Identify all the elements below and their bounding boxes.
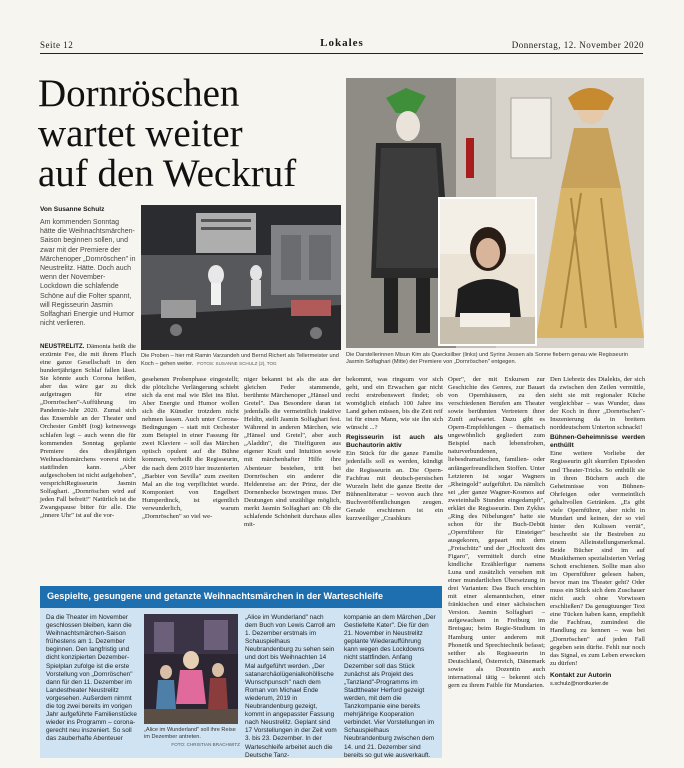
column-1-text: Dämonia heißt die erzürnte Fee, die mit ihrem Fluch eine ganze Gesellschaft in den hundertjährigen Schlaf fallen lässt. Sie könnte auch Corona heißen, aber das wäre gar zu dick aufgetragen für eine „Dornröschen"-Aufführung im Pandemie-Jahr 2020. Zumal sich das Ensemble an der Theater und Orchester GmbH (tog) keineswegs schlafen legt – auch wenn die für kommenden Sonntag geplante Premiere des diesjährigen Weihnachtsmärchens vorerst nicht stattfinden kann. „Aber aufgeschoben ist nicht aufgehoben", versprichtRegisseurin Jasmin Solfaghari. „Dornröschen wird auf jeden Fall befreit!" Natürlich ist die Zwangspause bitter für alle. Die „innere Uhr" ist auf die vor-	[40, 343, 136, 519]
headline-line-3: auf den Weckruf	[38, 152, 297, 195]
dateline: NEUSTRELITZ.	[40, 343, 85, 350]
article-column-6	[550, 376, 645, 758]
article-column-1	[40, 343, 136, 575]
article-column-4	[346, 376, 443, 575]
column-4-text-a: bekommt, was ringsum vor sich geht, und ein Erwachen gar nicht recht erstrebenswert findet; ob womöglich einfach 100 Jahre ins Land gehen müssen, bis die Zeit reif ist für einen Mann, wie sie ihn sich wünscht ...?	[346, 376, 443, 432]
headline	[38, 74, 348, 194]
headline-line-1: Dornröschen	[38, 72, 240, 115]
stage-photo-credit: FOTOS: SUSANNE SCHULZ (2), TOG	[197, 361, 277, 366]
byline: Von Susanne Schulz	[40, 206, 105, 213]
sidebar-column-1: Da die Theater im November geschlossen bleiben, kann die Weihnachtsmärchen-Saison frühestens am 1. Dezember beginnen. Den langfristig und dicht konzipierten Dezember-Spielplan zufolge ist die erste Vorstellung von „Dornröschen" dann für den 11. Dezember im Landestheater Neustrelitz vorgesehen. Außerdem nimmt die tog zwei bereits im vorigen Jahr aufgeführte Familienstücke wieder ins Programm – corona-gerecht neu inszeniert. So soll das zauberhafte Abenteuer	[46, 614, 137, 743]
stage-rehearsal-photo	[141, 205, 341, 350]
column-6-subheading: Bühnen-Geheimnisse werden enthüllt	[550, 434, 645, 450]
section-title: Lokales	[320, 37, 364, 49]
sidebar-column-3: kompanie an dem Märchen „Der Gestiefelte Kater". Die für den 21. November in Neustrelitz geplante Wiederaufführung kann wegen des Lockdowns nicht stattfinden. Anfang Dezember soll das Stück zunächst als Projekt des „Tanzland"-Programms im Stadttheater Herford gezeigt werden, mit dem die Tanzkompanie eine bereits mehrjährige Kooperation verbindet. Vier Vorstellungen im Schauspielhaus Neubrandenburg zwischen dem 14. und 21. Dezember sind bereits so gut wie ausverkauft.	[344, 614, 436, 759]
author-contact-title: Kontakt zur Autorin	[550, 671, 612, 679]
stage-caption-text: Die Proben – hier mit Ramin Varzandeh und Bernd Richert als Tellermeister und Koch – gehen weiter.	[141, 353, 339, 367]
cast-photo-caption: Die Darstellerinnen Misun Kim als Quecksilber (links) und Syrinx Jessen als Sonne fiebern genau wie Regisseurin Jasmin Solfaghari (Mitte) der Premiere von „Dornröschen" entgegen.	[346, 352, 628, 365]
director-portrait-photo	[438, 197, 537, 346]
column-4-text-b: Ein Stück für die ganze Familie jedenfalls soll es werden, kündigt die Regisseurin an. Die Opern-Fachfrau mit deutsch-persischen Wurzeln liebt die ganze Breite der Bühnenliteratur – wovon auch ihre Buchveröffentlichungen zeugen. Gerade erschienen ist ein kurzweiliger „Crashkurs	[346, 450, 443, 522]
column-4-subheading: Regisseurin ist auch als Buchautorin aktiv	[346, 434, 443, 450]
column-6-text-b: Eine weitere Vorliebe der Regisseurin gilt skurrilen Episoden und Theater-Tricks. So enthüllt sie in ihren Büchern auch die Geheimnisse von Bühnen-Ohrfeigen oder vermeintlich gehaltvollen Getränken. „Es gibt viele Opernführer, aber nicht in Mundart und keinen, der so viel hinter den Kulissen verrät", beschreibt sie ihr Bestreben zu einem Alleinstellungsmerkmal. Beide Bücher sind im auf Musikthemen spezialisierten Verlag Schott erschienen. Sollte man also im Opernführer gelesen haben, bevor man ins Theater geht? Oder muss ein Stück sich dem Zuschauer nicht auch ohne Vorwissen erschließen? Da genugtuunger Text eine Tücken haben kann, empfiehlt die Fachfrau, zumindest die Handlung zu kennen – was bei „Dornröschen" auf jeden Fall gegeben sein dürfte. Fehlt nur noch das Signal, es zum Leben erwecken zu dürfen!	[550, 450, 645, 667]
issue-date: Donnerstag, 12. November 2020	[511, 40, 644, 50]
alice-caption-text: „Alice im Wunderland" soll ihre Reise im Dezember antreten.	[144, 727, 236, 740]
alice-photo-credit: FOTO: CHRISTIAN BRACHWITZ	[171, 742, 240, 747]
header-rule	[40, 53, 643, 54]
sidebar-column-2: „Alice im Wunderland" nach dem Buch von Lewis Carroll am 1. Dezember erstmals im Schauspielhaus Neubrandenburg zu sehen sein und dort bis Weihnachten 14 Mal aufgeführt werden. „Der satanarchäolügenialkohöllische Wunschpunsch" nach dem Roman von Michael Ende wiederum, 2019 in Neubrandenburg gezeigt, kommt in angepasster Fassung nach Neustrelitz. Geplant sind 17 Vorstellungen in der Zeit vom 3. bis 23. Dezember. In der Warteschleife arbeitet auch die Deutsche Tanz-	[245, 614, 337, 759]
page-number: Seite 12	[40, 40, 74, 50]
headline-line-2: wartet weiter	[38, 112, 243, 155]
author-contact-email: s.schulz@nordkurier.de	[550, 680, 609, 687]
article-column-5: Oper", der mit Exkursen zur Geschichte des Genres, zur Bauart von Opernhäusern, zu den verschiedenen Berufen am Theater sowie berühmten Vertretern ihrer Zunft aufwartet. Dazu gibt es Opern-Empfehlungen – thematisch ungewöhnlich gegliedert zum Beispiel nach lebensfrohen, naturverbundenen, liebesdramatischen, familien- oder anfängerfreundlichen Stoffen. Unter Letzteren ist sogar Wagners „Rheingold" aufgeführt. Da nämlich sei „der ganze Wagner-Kosmos auf zweieinhalb Stunden eingedampft", erklärt die Regisseurin. Den Zyklus „Ring des Nibelungen" hatte sie schon für ihr Buch-Debüt „Opernführer für Einsteiger" ausgekoren, gepaart mit dem „Freischütz" und der „Hochzeit des Figaro", vermittelt durch eine kindliche Erzählerfigur namens Luna und zusätzlich versehen mit einer mundartlichen Übersetzung in drei Varianten: Das Buch erschien mit einer alemannischen, einer fränkischen und einer sächsischen Version. Jasmin Solfaghari – aufgewachsen in Freiburg im Breisgau; beim Regie-Studium in Hamburg unter anderem mit Phonetik und Sprechtechnik befasst; seither als Regisseurin in Deutschland, Österreich, Dänemark sowie als Dozentin auch international tätig – bekennt sich gern zu ihrem Faible für Mundarten.	[448, 376, 545, 689]
stage-photo-caption	[141, 353, 346, 368]
column-6-text-a: Den Liebreiz des Dialekts, der sich da zwischen den Zeilen vermittle, sieht sie mit regionaler Küche vergleichbar – was Wunder, dass der Koch in ihrer „Dornröschen"-Inszenierung da in breitem norddeutschem Unterton schnackt!	[550, 376, 645, 432]
article-column-2: gesehenen Probenphase eingestellt; die plötzliche Verlängerung schiebt sich da erst mal wie Blei ins Blut. Aber Energie und Humor wollen sich die Künstler trotzdem nicht nehmen lassen. Auch unter Corona-Bedingungen – statt mit Orchester zum Beispiel in einer Fassung für zwei Klaviere – soll das Märchen optisch opulent auf die Bühne kommen, verheißt die Regisseurin, die nach dem 2019 hier inszenierten „Barbier von Sevilla" zum zweiten Mal an die tog verpflichtet wurde. Komponiert von Engelbert Humperdinck, ist eigentlich verwunderlich, warum „Dornröschen" so viel we-	[142, 376, 239, 520]
alice-photo	[144, 614, 238, 724]
article-column-3: niger bekannt ist als die aus der gleichen Feder stammende, berühmte Märchenoper „Hänsel und Gretel". Das Besondere daran ist jedenfalls die vermeintlich inaktive Heldin, stellt Jasmin Solfaghari fest. Während in anderen Märchen, wie „Hänsel und Gretel", aber auch „Aladdin", die Titelfiguren aus eigener Kraft und Intuition sowie mit märchenhafter Hilfe ihre Abenteuer bestehen, tritt bei Dornröschen ein anderer die Heldenreise an: der Prinz, der die Dornenhecke bezwingen muss. Der Deutungen sind unzählige möglich, merkt Jasmin Solfaghari an: Ob die schlafende Schönheit durchaus alles mit-	[244, 376, 341, 528]
sidebar-title: Gespielte, gesungene und getanzte Weihnachtsmärchen in der Warteschleife	[47, 591, 383, 601]
alice-photo-caption	[144, 727, 240, 748]
article-intro: Am kommenden Sonntag hätte die Weihnachtsmärchen-Saison beginnen sollen, und zwar mit der Premiere der Märchenoper „Dornröschen" in Neustrelitz. Hätte. Doch auch wenn der November-Lockdown die schlafende Schöne auf die Folter spannt, will Regisseurin Jasmin Solfaghari Energie und Humor nicht verlieren.	[40, 219, 136, 328]
